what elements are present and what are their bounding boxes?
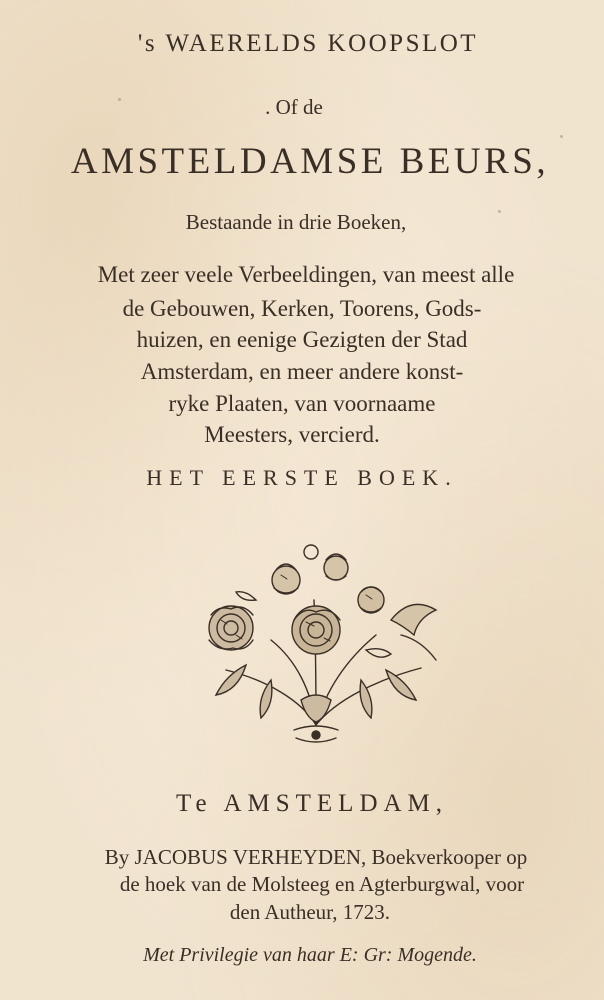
imprint-line: den Autheur, 1723. [229, 900, 391, 924]
paper-speck [498, 210, 501, 213]
title-line-top: 's WAERELDS KOOPSLOT [137, 30, 479, 57]
imprint-place: Te AMSTELDAM, [175, 790, 449, 817]
description-line: Amsterdam, en meer andere konst- [140, 359, 464, 384]
paper-speck [560, 135, 563, 138]
title-line-of-de: . Of de [265, 95, 323, 119]
floral-bouquet-ornament-icon [176, 540, 456, 750]
paper-speck [118, 98, 121, 101]
description-line: Meesters, vercierd. [204, 422, 380, 447]
subtitle-bestaande: Bestaande in drie Boeken, [185, 210, 407, 234]
book-title: HET EERSTE BOEK. [146, 465, 458, 490]
description-line: ryke Plaaten, van voornaame [168, 391, 436, 416]
imprint-line: de hoek van de Molsteeg en Agterburgwal, voor [119, 872, 525, 896]
privilege-line: Met Privilegie van haar E: Gr: Mogende. [143, 944, 477, 966]
description-line: Met zeer veele Verbeeldingen, van meest alle [97, 262, 515, 287]
imprint-line: By JACOBUS VERHEYDEN, Boekverkooper op [104, 845, 528, 869]
description-line: de Gebouwen, Kerken, Toorens, Gods- [122, 296, 482, 321]
description-line: huizen, en eenige Gezigten der Stad [136, 327, 468, 352]
main-title: AMSTELDAMSE BEURS, [70, 141, 550, 182]
